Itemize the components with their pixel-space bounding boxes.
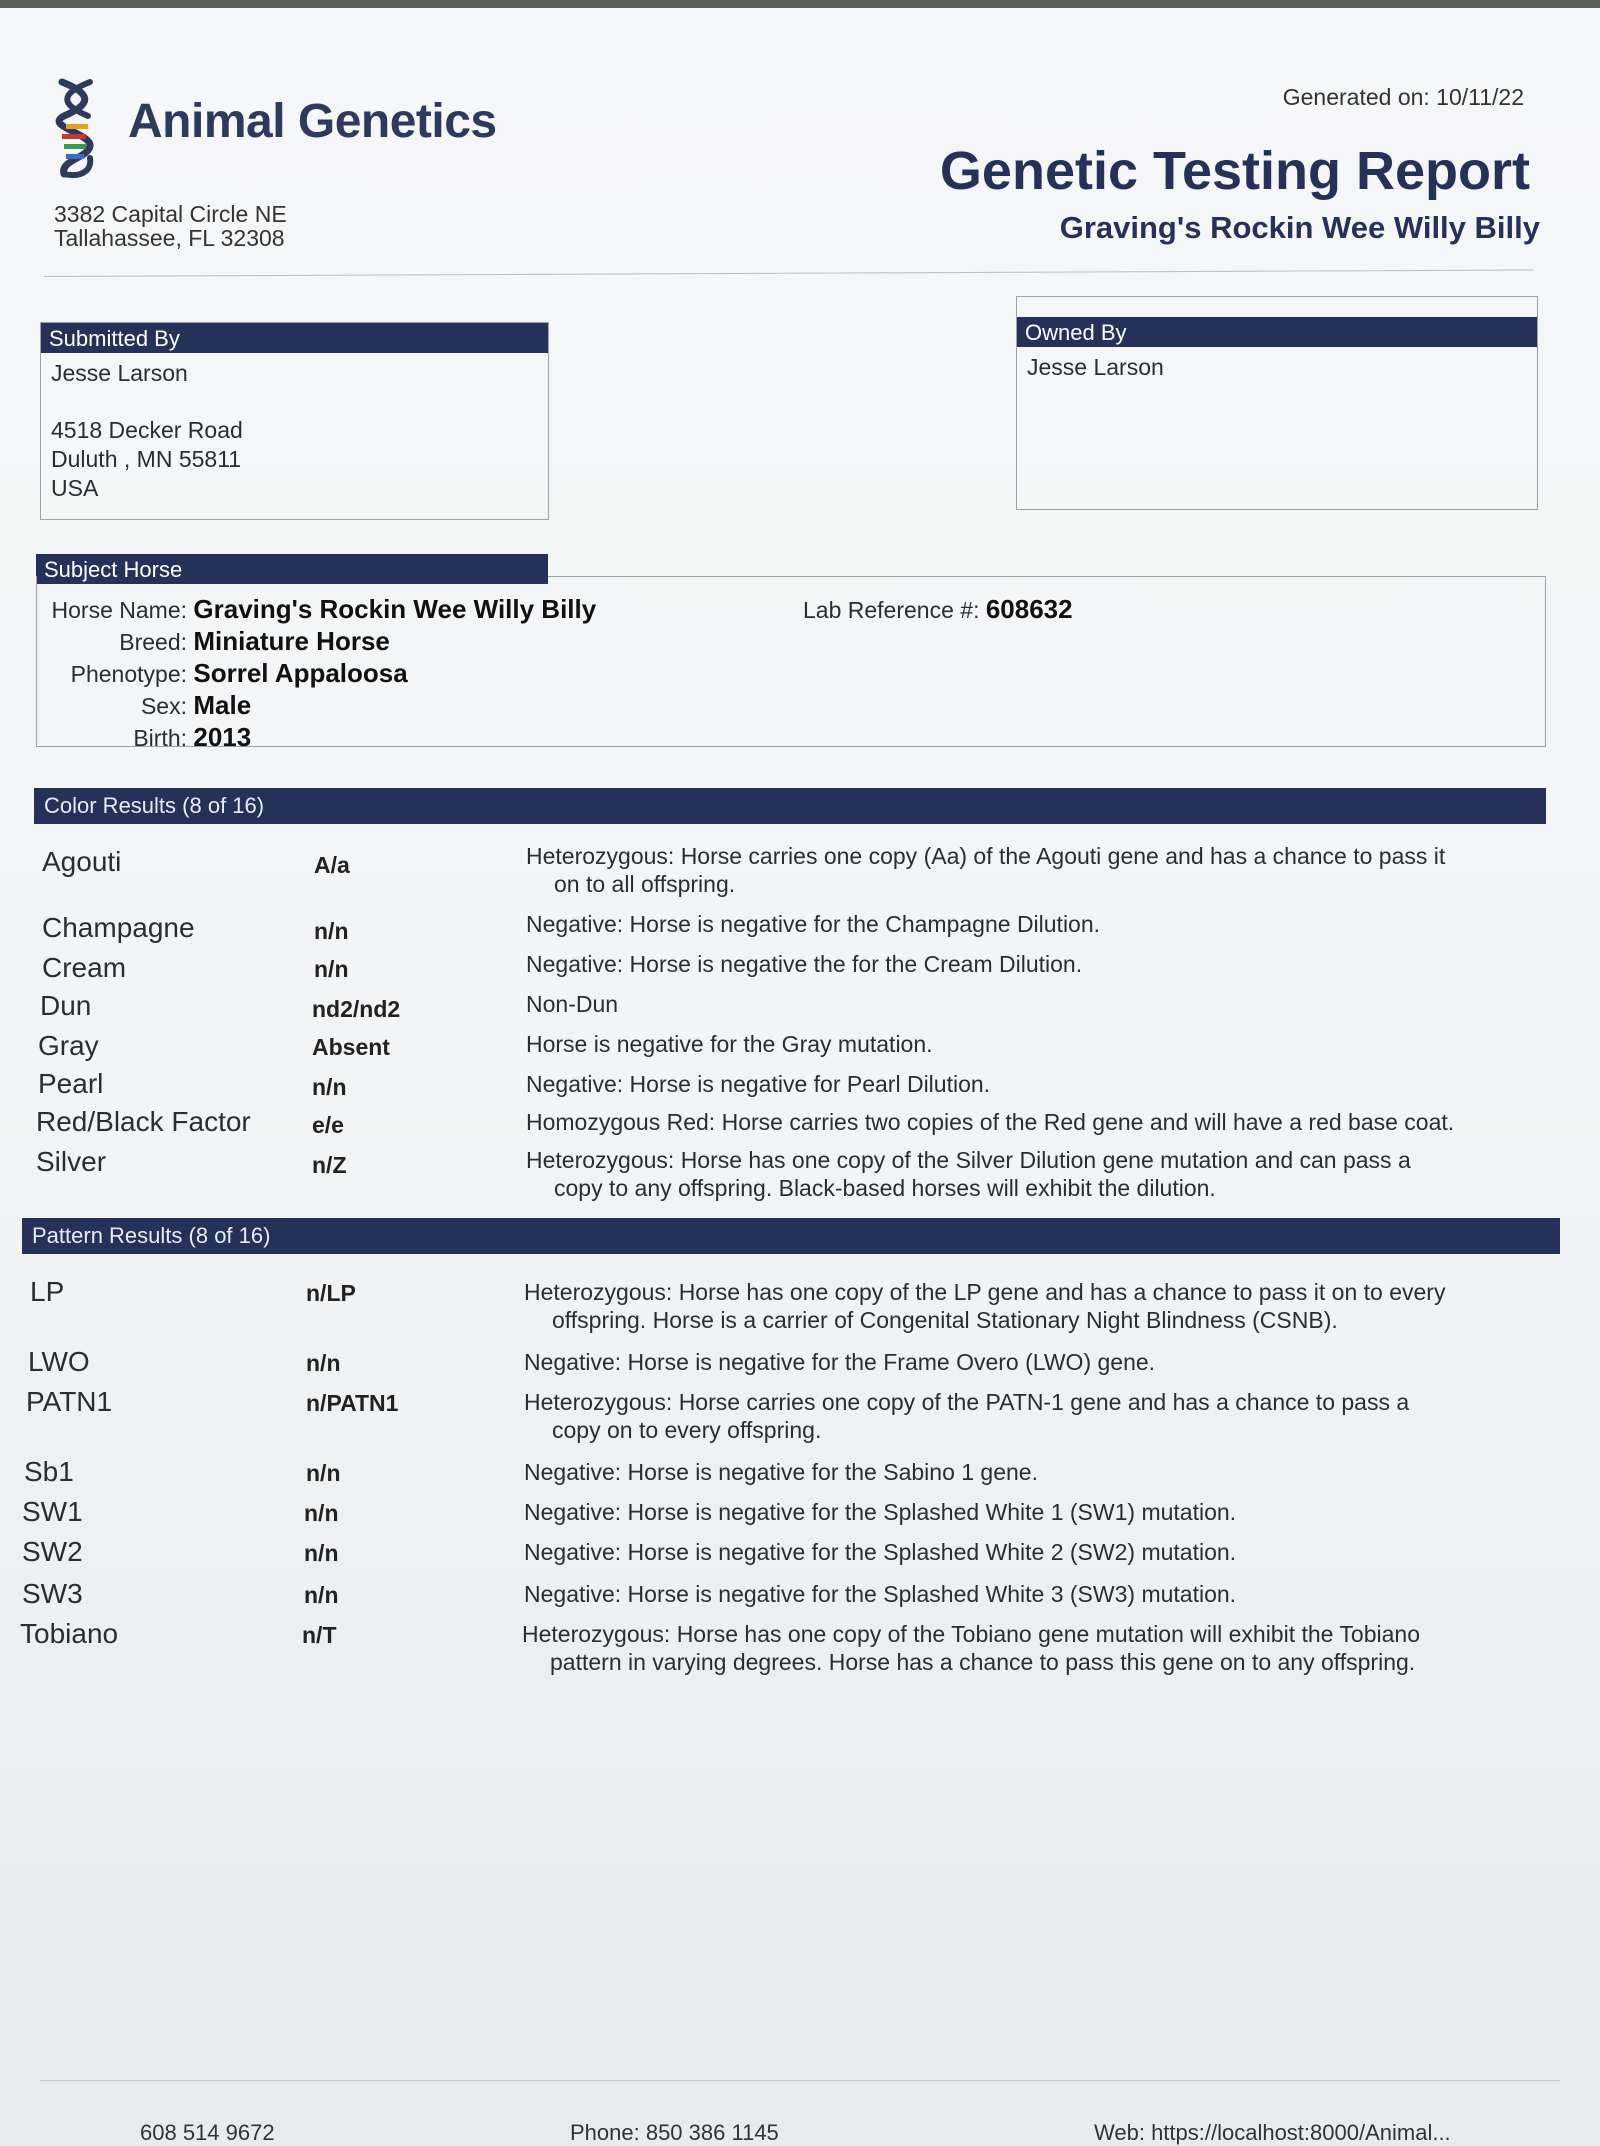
- description-line1: Heterozygous: Horse carries one copy of the PATN-1 gene and has a chance to pass a: [524, 1389, 1410, 1415]
- genotype: n/n: [304, 1540, 339, 1566]
- description-line1: Negative: Horse is negative for the Splashed White 2 (SW2) mutation.: [524, 1539, 1237, 1565]
- submitted-by-box: [40, 322, 549, 520]
- subject-horse-heading: Subject Horse: [36, 554, 548, 584]
- description-line1: Negative: Horse is negative for Pearl Dilution.: [526, 1071, 991, 1097]
- lab-address-line1: 3382 Capital Circle NE: [54, 201, 287, 227]
- description-line1: Heterozygous: Horse has one copy of the Tobiano gene mutation will exhibit the Tobiano: [522, 1621, 1420, 1647]
- gene-name: Tobiano: [20, 1618, 119, 1649]
- dna-logo-icon: [52, 74, 104, 184]
- result-description: [522, 1620, 1562, 1676]
- result-description: [524, 1348, 1524, 1376]
- gene-name: SW2: [22, 1536, 83, 1567]
- description-line1: Homozygous Red: Horse carries two copies of the Red gene and will have a red base coat.: [526, 1109, 1455, 1135]
- brand-name: Animal Genetics: [128, 95, 497, 148]
- gene-name: Cream: [42, 952, 127, 983]
- logo-bar-green: [64, 144, 86, 149]
- result-description: [526, 842, 1526, 898]
- report-page: [0, 8, 1600, 2145]
- logo-bar-blue: [66, 154, 84, 159]
- genotype: n/n: [306, 1460, 341, 1486]
- gene-name: Pearl: [38, 1068, 104, 1099]
- gene-name: SW1: [22, 1496, 83, 1527]
- breed-field: [47, 626, 390, 657]
- birth-value: 2013: [193, 722, 252, 752]
- result-description: [524, 1498, 1524, 1526]
- result-description: [524, 1538, 1524, 1566]
- gene-name: LWO: [28, 1346, 90, 1377]
- gene-name: Dun: [40, 990, 92, 1021]
- description-line2: pattern in varying degrees. Horse has a chance to pass this gene on to any offspring.: [550, 1649, 1416, 1675]
- footer-fax: 608 514 9672: [140, 2120, 275, 2145]
- gene-name: Gray: [38, 1030, 99, 1061]
- owned-by-heading: Owned By: [1017, 317, 1537, 347]
- genotype: n/PATN1: [306, 1390, 399, 1416]
- result-description: [526, 990, 1526, 1018]
- description-line1: Negative: Horse is negative for the Frame Overo (LWO) gene.: [524, 1349, 1156, 1375]
- submitter-street: 4518 Decker Road: [51, 417, 243, 443]
- result-description: [526, 1108, 1566, 1136]
- description-line1: Negative: Horse is negative for the Splashed White 1 (SW1) mutation.: [524, 1499, 1237, 1525]
- generated-date: Generated on: 10/11/22: [1282, 84, 1524, 110]
- submitter-name: Jesse Larson: [51, 360, 188, 386]
- genotype: A/a: [314, 852, 350, 878]
- genotype: n/n: [314, 956, 349, 982]
- sex-field: [47, 690, 251, 721]
- description-line1: Heterozygous: Horse has one copy of the Silver Dilution gene mutation and can pass a: [526, 1147, 1411, 1173]
- report-subtitle: Graving's Rockin Wee Willy Billy: [1059, 210, 1540, 245]
- genotype: n/n: [304, 1500, 339, 1526]
- owned-by-box: [1016, 296, 1538, 510]
- phenotype-label: Phenotype:: [70, 661, 187, 687]
- genotype: n/T: [302, 1622, 337, 1648]
- description-line1: Negative: Horse is negative for the Champagne Dilution.: [526, 911, 1101, 937]
- footer-divider: [40, 2080, 1560, 2081]
- description-line1: Negative: Horse is negative for the Splashed White 3 (SW3) mutation.: [524, 1581, 1237, 1607]
- gene-name: SW3: [22, 1578, 83, 1609]
- description-line1: Heterozygous: Horse carries one copy (Aa) of the Agouti gene and has a chance to pass it: [526, 843, 1446, 869]
- genotype: Absent: [312, 1034, 390, 1060]
- result-description: [524, 1278, 1554, 1334]
- horse-name-value: Graving's Rockin Wee Willy Billy: [193, 594, 597, 624]
- genotype: n/n: [306, 1350, 341, 1376]
- result-description: [524, 1388, 1524, 1444]
- result-description: [524, 1458, 1524, 1486]
- submitted-by-heading: Submitted By: [41, 323, 548, 353]
- gene-name: Agouti: [42, 846, 122, 877]
- gene-name: PATN1: [26, 1386, 113, 1417]
- description-line1: Negative: Horse is negative for the Sabino 1 gene.: [524, 1459, 1038, 1485]
- genotype: n/n: [314, 918, 349, 944]
- breed-label: Breed:: [119, 629, 187, 655]
- phenotype-value: Sorrel Appaloosa: [193, 658, 408, 688]
- horse-name-label: Horse Name:: [51, 597, 187, 623]
- description-line1: Horse is negative for the Gray mutation.: [526, 1031, 933, 1057]
- owner-name: Jesse Larson: [1027, 354, 1164, 380]
- logo-bar-yellow: [66, 124, 88, 129]
- genotype: nd2/nd2: [312, 996, 401, 1022]
- result-description: [524, 1580, 1524, 1608]
- lab-reference-value: 608632: [985, 594, 1073, 624]
- result-description: [526, 1070, 1526, 1098]
- genotype: n/LP: [306, 1280, 356, 1306]
- horse-name-field: [47, 594, 596, 625]
- header-divider: [44, 269, 1534, 277]
- birth-field: [47, 722, 251, 753]
- result-description: [526, 1146, 1526, 1202]
- description-line2: offspring. Horse is a carrier of Congenital Stationary Night Blindness (CSNB).: [552, 1307, 1338, 1333]
- description-line1: Heterozygous: Horse has one copy of the LP gene and has a chance to pass it on to every: [524, 1279, 1446, 1305]
- lab-reference-label: Lab Reference #:: [803, 597, 980, 623]
- description-line1: Negative: Horse is negative the for the Cream Dilution.: [526, 951, 1083, 977]
- result-description: [526, 910, 1526, 938]
- description-line2: on to all offspring.: [554, 871, 736, 897]
- genotype: n/n: [304, 1582, 339, 1608]
- subject-horse-box: [36, 576, 1546, 752]
- phenotype-field: [47, 658, 408, 689]
- gene-name: Champagne: [42, 912, 195, 943]
- submitter-country: USA: [51, 475, 99, 501]
- pattern-results-heading: Pattern Results (8 of 16): [22, 1218, 1560, 1254]
- footer-web: Web: https://localhost:8000/Animal...: [1094, 2120, 1451, 2145]
- result-description: [526, 1030, 1526, 1058]
- description-line2: copy on to every offspring.: [552, 1417, 822, 1443]
- genotype: e/e: [312, 1112, 344, 1138]
- gene-name: Red/Black Factor: [36, 1106, 251, 1137]
- description-line2: copy to any offspring. Black-based horses will exhibit the dilution.: [554, 1175, 1216, 1201]
- sex-label: Sex:: [140, 693, 187, 719]
- genotype: n/Z: [312, 1152, 347, 1178]
- gene-name: Sb1: [24, 1456, 74, 1487]
- gene-name: Silver: [36, 1146, 107, 1177]
- result-description: [526, 950, 1526, 978]
- lab-reference-field: [803, 594, 1073, 625]
- gene-name: LP: [30, 1276, 65, 1307]
- logo-bar-red: [62, 134, 86, 139]
- genotype: n/n: [312, 1074, 347, 1100]
- report-title: Genetic Testing Report: [939, 141, 1530, 201]
- footer-phone: Phone: 850 386 1145: [570, 2120, 779, 2145]
- sex-value: Male: [193, 690, 252, 720]
- breed-value: Miniature Horse: [193, 626, 390, 656]
- lab-address: [54, 202, 287, 250]
- submitter-city: Duluth , MN 55811: [51, 446, 242, 472]
- lab-address-line2: Tallahassee, FL 32308: [54, 225, 285, 251]
- birth-label: Birth:: [133, 725, 187, 751]
- color-results-heading: Color Results (8 of 16): [34, 788, 1546, 824]
- description-line1: Non-Dun: [526, 991, 619, 1017]
